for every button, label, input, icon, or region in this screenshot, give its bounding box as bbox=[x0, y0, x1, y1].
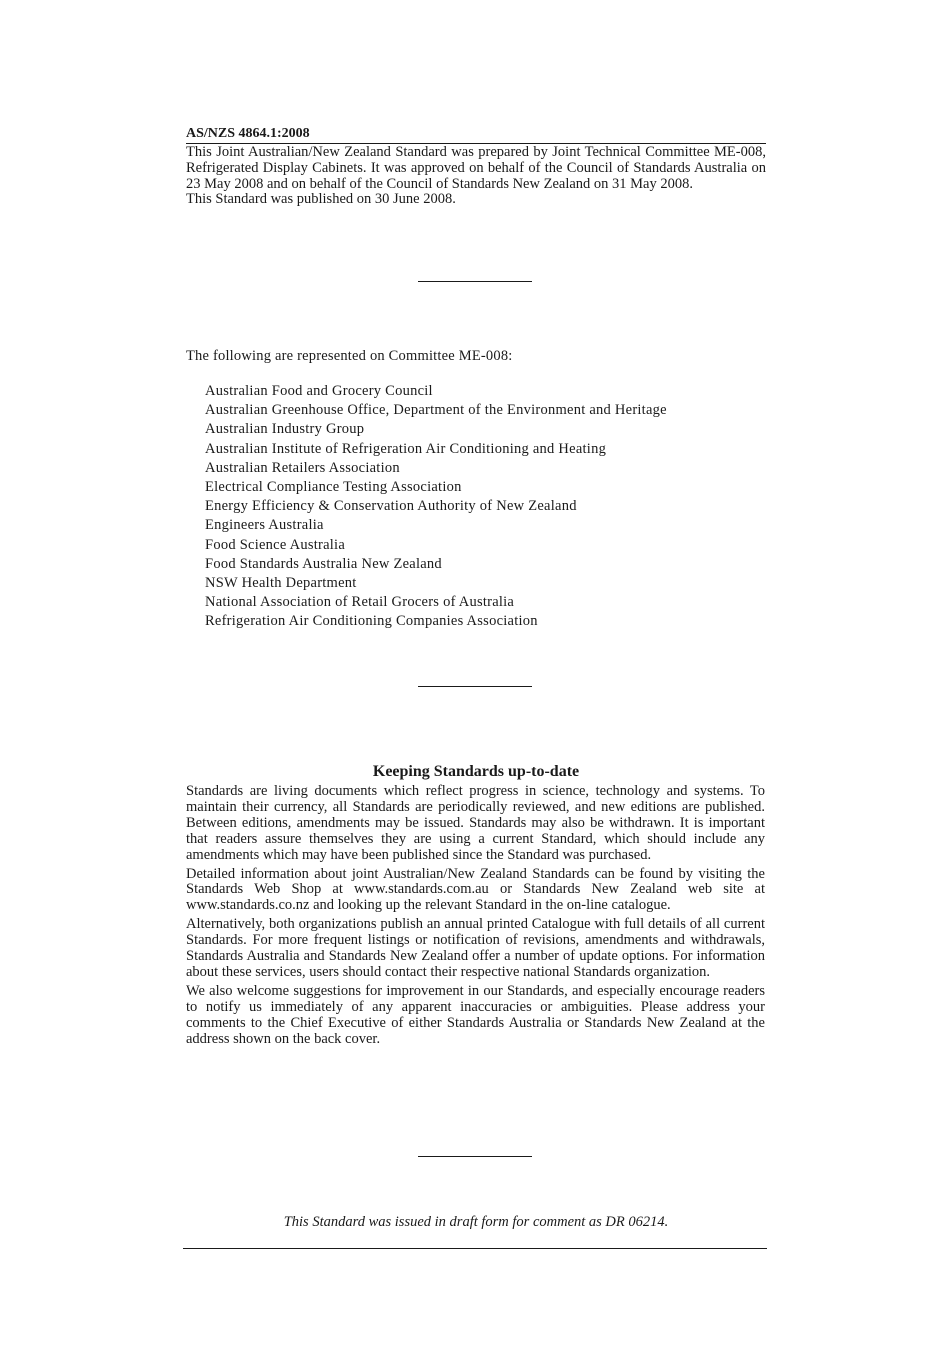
body-paragraph: Detailed information about joint Australian/New Zealand Standards can be found by visiting the Standards Web Shop at www.standards.com.au or Standards New Zealand web site at www.standards.co.nz and looking up the relevant Standard in the on-line catalogue. bbox=[186, 865, 765, 914]
committee-member: Australian Industry Group bbox=[205, 421, 365, 438]
committee-intro: The following are represented on Committee ME-008: bbox=[186, 348, 513, 364]
committee-member: Energy Efficiency & Conservation Authority of New Zealand bbox=[205, 498, 577, 515]
standard-number: AS/NZS 4864.1:2008 bbox=[186, 126, 766, 144]
footer-rule bbox=[183, 1248, 767, 1249]
committee-member: Refrigeration Air Conditioning Companies Association bbox=[205, 613, 538, 630]
body-paragraph: We also welcome suggestions for improvement in our Standards, and especially encourage readers to notify us immediately of any apparent inaccuracies or ambiguities. Please address your comments to the Chief Executive of either Standards Australia or Standards New Zealand at the address shown on the back cover. bbox=[186, 982, 765, 1047]
committee-member: National Association of Retail Grocers of Australia bbox=[205, 594, 515, 611]
body-paragraph: Alternatively, both organizations publish an annual printed Catalogue with full details of all current Standards. For more frequent listings or notification of revisions, amendments and withdrawals, Standards Australia and Standards New Zealand offer a number of update options. For information about these services, users should contact their respective national Standards organization. bbox=[186, 916, 765, 980]
draft-note: This Standard was issued in draft form for comment as DR 06214. bbox=[283, 1214, 669, 1230]
body-paragraph: Standards are living documents which reflect progress in science, technology and systems. To maintain their currency, all Standards are periodically reviewed, and new editions are published. Between editions, amendments may be issued. Standards may also be withdrawn. It is important that readers assure themselves they are using a current Standard, which should include any amendments which may have been published since the Standard was purchased. bbox=[186, 783, 765, 863]
section-divider bbox=[418, 1156, 532, 1157]
section-divider bbox=[418, 686, 532, 687]
section-divider bbox=[418, 281, 532, 282]
publication-date-text: This Standard was published on 30 June 2008. bbox=[186, 191, 456, 208]
committee-member: Food Standards Australia New Zealand bbox=[205, 555, 442, 572]
keeping-standards-body bbox=[186, 784, 765, 1051]
committee-member-list bbox=[205, 382, 667, 632]
committee-member: Food Science Australia bbox=[205, 536, 346, 553]
preparation-paragraph: This Joint Australian/New Zealand Standard was prepared by Joint Technical Committee ME-008, Refrigerated Display Cabinets. It was approved on behalf of the Council of Standards Australia on 23 May 2008 and on behalf of the Council of Standards New Zealand on 31 May 2008. bbox=[186, 144, 766, 192]
committee-member: Australian Retailers Association bbox=[205, 459, 400, 476]
preparation-section bbox=[186, 145, 766, 208]
committee-member: Australian Greenhouse Office, Department of the Environment and Heritage bbox=[205, 402, 667, 419]
committee-member: Australian Institute of Refrigeration Air Conditioning and Heating bbox=[205, 440, 607, 457]
committee-member: Engineers Australia bbox=[205, 517, 324, 534]
committee-member: Australian Food and Grocery Council bbox=[205, 383, 433, 399]
committee-member: Electrical Compliance Testing Association bbox=[205, 479, 462, 496]
committee-member: NSW Health Department bbox=[205, 575, 357, 592]
keeping-standards-heading: Keeping Standards up-to-date bbox=[372, 763, 580, 780]
